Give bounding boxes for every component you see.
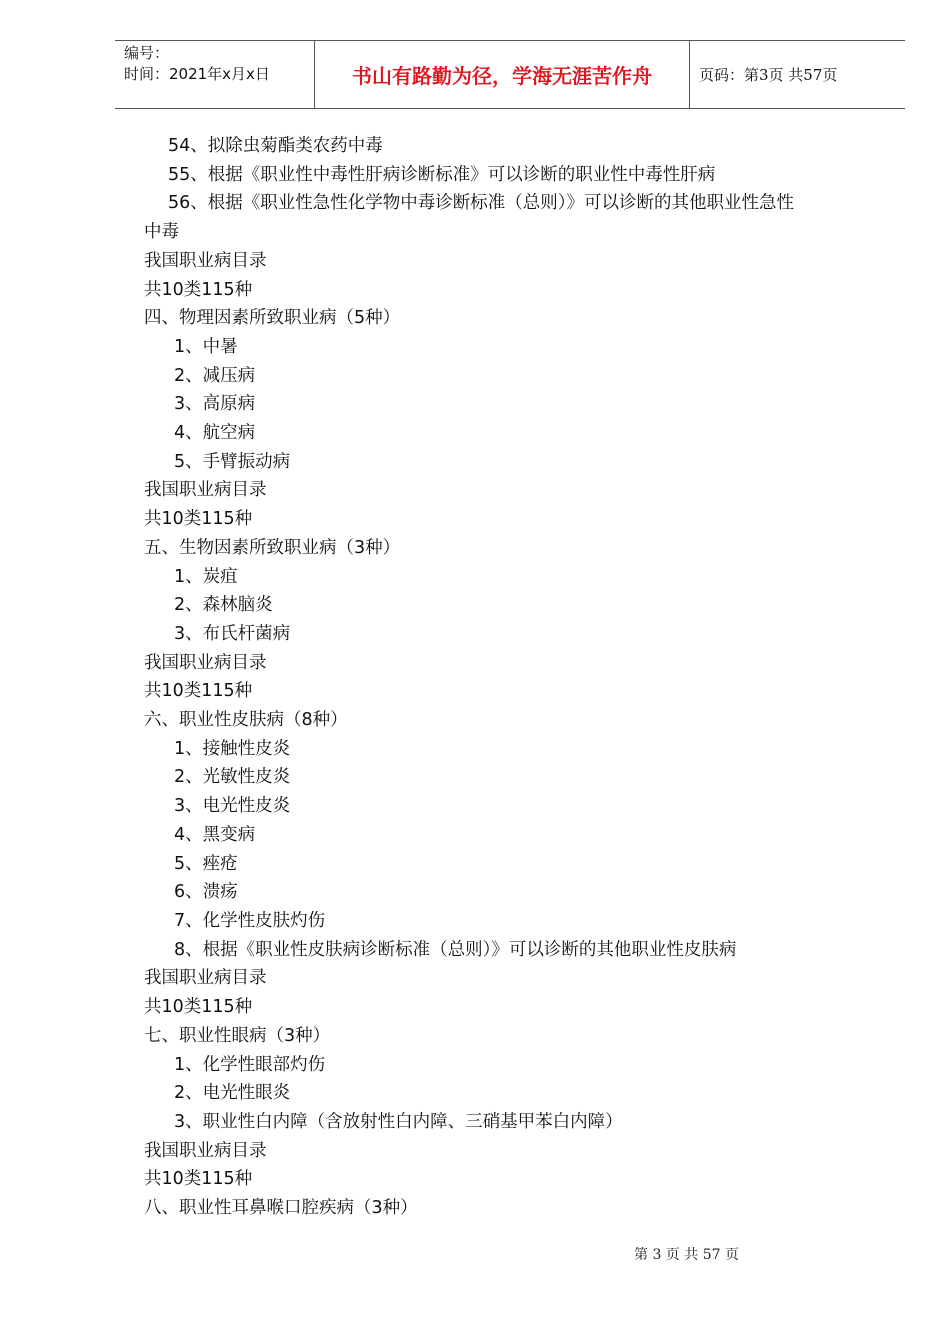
- header-motto: 书山有路勤为径，学海无涯苦作舟: [315, 41, 690, 108]
- text-line: 2、森林脑炎: [174, 595, 273, 616]
- text-line: 8、根据《职业性皮肤病诊断标准（总则）》可以诊断的其他职业性皮肤病: [174, 939, 737, 960]
- text-line: 中毒: [144, 222, 179, 243]
- text-line: 3、电光性皮炎: [174, 796, 291, 817]
- text-line: 4、航空病: [174, 423, 256, 444]
- text-line: 四、物理因素所致职业病（5种）: [144, 308, 401, 329]
- text-line: 3、布氏杆菌病: [174, 623, 291, 644]
- text-line: 56、根据《职业性急性化学物中毒诊断标准（总则）》可以诊断的其他职业性急性: [168, 193, 795, 214]
- text-line: 我国职业病目录: [144, 968, 267, 989]
- text-line: 共10类115种: [144, 997, 253, 1018]
- document-body: [144, 132, 884, 1223]
- text-line: 2、光敏性皮炎: [174, 767, 291, 788]
- text-line: 共10类115种: [144, 1169, 253, 1190]
- serial-label: 编号：: [124, 44, 170, 62]
- text-line: 1、中暑: [174, 336, 238, 357]
- text-line: 七、职业性眼病（3种）: [144, 1025, 331, 1046]
- text-line: 我国职业病目录: [144, 250, 267, 271]
- text-line: 我国职业病目录: [144, 1140, 267, 1161]
- text-line: 6、溃疡: [174, 882, 238, 903]
- text-line: 5、手臂振动病: [174, 451, 291, 472]
- time-label: 时间：2021年x月x日: [124, 65, 270, 83]
- text-line: 共10类115种: [144, 681, 253, 702]
- text-line: 我国职业病目录: [144, 480, 267, 501]
- text-line: 5、痤疮: [174, 853, 238, 874]
- text-line: 7、化学性皮肤灼伤: [174, 910, 326, 931]
- page-header: [115, 40, 905, 109]
- text-line: 五、生物因素所致职业病（3种）: [144, 537, 401, 558]
- text-line: 55、根据《职业性中毒性肝病诊断标准》可以诊断的职业性中毒性肝病: [168, 164, 716, 185]
- text-line: 2、电光性眼炎: [174, 1083, 291, 1104]
- text-line: 1、炭疽: [174, 566, 238, 587]
- header-meta: [115, 41, 315, 108]
- text-line: 1、化学性眼部灼伤: [174, 1054, 326, 1075]
- text-line: 共10类115种: [144, 509, 253, 530]
- header-page-info: 页码：第3页 共57页: [699, 66, 838, 84]
- text-line: 1、接触性皮炎: [174, 738, 291, 759]
- text-line: 4、黑变病: [174, 824, 256, 845]
- page-footer: 第 3 页 共 57 页: [634, 1247, 739, 1263]
- text-line: 3、职业性白内障（含放射性白内障、三硝基甲苯白内障）: [174, 1111, 623, 1132]
- text-line: 六、职业性皮肤病（8种）: [144, 710, 348, 731]
- text-line: 共10类115种: [144, 279, 253, 300]
- text-line: 2、减压病: [174, 365, 256, 386]
- text-line: 3、高原病: [174, 394, 256, 415]
- text-line: 八、职业性耳鼻喉口腔疾病（3种）: [144, 1198, 418, 1219]
- text-line: 54、拟除虫菊酯类农药中毒: [168, 136, 383, 156]
- text-line: 我国职业病目录: [144, 652, 267, 673]
